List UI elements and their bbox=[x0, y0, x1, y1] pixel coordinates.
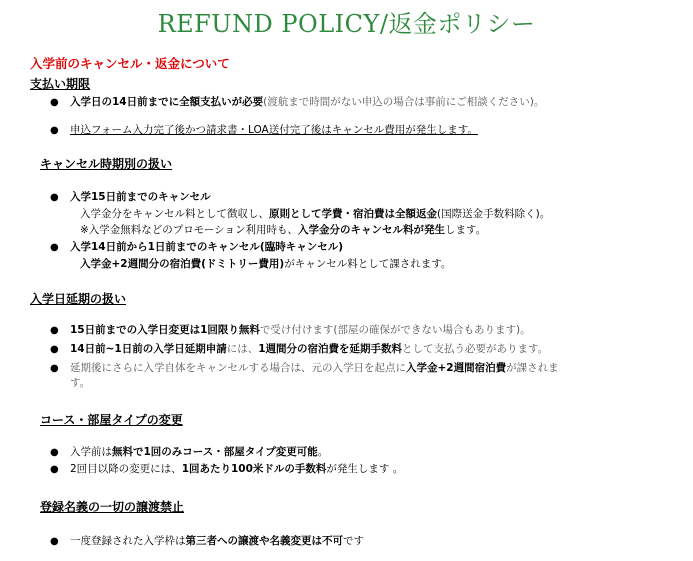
section-heading-no-transfer: 登録名義の一切の譲渡禁止 bbox=[40, 500, 185, 514]
emphasis-text: 1週間分の宿泊費を延期手数料 bbox=[258, 343, 403, 355]
note-text: (渡航まで時間がない申込の場合は事前にご相談ください)。 bbox=[263, 96, 545, 108]
section-heading-postponement: 入学日延期の扱い bbox=[30, 292, 127, 306]
bullet-icon: ● bbox=[50, 242, 59, 253]
list-item-cancel-15-days-detail bbox=[80, 207, 550, 221]
list-item-cancel-14-days-detail bbox=[80, 257, 451, 271]
bullet-icon: ● bbox=[50, 344, 59, 355]
detail-text: ※入学金無料などのプロモーション利用時も、 bbox=[80, 224, 298, 236]
detail-text: (国際送金手数料除く)。 bbox=[437, 208, 551, 220]
detail-text: がキャンセル料として課されます。 bbox=[284, 258, 452, 270]
list-item-postpone-cancel bbox=[70, 361, 559, 375]
emphasis-text: 入学金+2週間宿泊費 bbox=[406, 362, 507, 374]
list-item-change-fee bbox=[70, 462, 403, 476]
bullet-icon: ● bbox=[50, 363, 59, 374]
emphasis-text: 原則として学費・宿泊費は全額返金 bbox=[269, 208, 437, 220]
note-text: で受け付けます(部屋の確保ができない場合もあります)。 bbox=[259, 324, 531, 336]
section-heading-payment-deadline: 支払い期限 bbox=[30, 77, 91, 91]
bullet-icon: ● bbox=[50, 464, 59, 475]
detail-text: 入学前は bbox=[70, 446, 112, 458]
note-text: 延期後にさらに入学自体をキャンセルする場合は、元の入学日を起点に bbox=[70, 362, 406, 374]
emphasis-text: 1回あたり100米ドルの手数料 bbox=[181, 463, 327, 475]
emphasis-text: 無料で1回のみコース・部屋タイプ変更可能 bbox=[112, 446, 318, 458]
emphasis-text: 14日前~1日前の入学日延期申請 bbox=[70, 343, 227, 355]
note-text: が課されま bbox=[506, 362, 559, 374]
detail-text: が発生します 。 bbox=[326, 463, 404, 475]
detail-text: です bbox=[343, 535, 364, 547]
emphasis-text: 入学日の14日前までに全額支払いが必要 bbox=[70, 96, 264, 108]
bullet-icon: ● bbox=[50, 125, 59, 136]
bullet-icon: ● bbox=[50, 97, 59, 108]
list-item-cancel-14-days: 入学14日前から1日前までのキャンセル(臨時キャンセル) bbox=[70, 241, 344, 253]
list-item-cancel-15-days: 入学15日前までのキャンセル bbox=[70, 191, 211, 203]
detail-text: 入学金分をキャンセル料として徴収し、 bbox=[80, 208, 269, 220]
list-item-payment-deadline bbox=[70, 95, 544, 109]
list-item-cancellation-fee-notice bbox=[70, 123, 478, 137]
detail-text: します。 bbox=[444, 224, 487, 236]
emphasis-text: 入学金分のキャンセル料が発生 bbox=[297, 224, 445, 236]
bullet-icon: ● bbox=[50, 325, 59, 336]
section-heading-course-room-change: コース・部屋タイプの変更 bbox=[40, 413, 183, 427]
list-item-postpone-fee bbox=[70, 342, 548, 356]
list-item-no-transfer bbox=[70, 534, 364, 548]
bullet-icon: ● bbox=[50, 192, 59, 203]
note-text: には、 bbox=[226, 343, 259, 355]
detail-text: 一度登録された入学枠は bbox=[70, 535, 186, 547]
emphasis-text: 入学金+2週間分の宿泊費(ドミトリー費用) bbox=[80, 258, 285, 270]
detail-text: 2回目以降の変更には、 bbox=[70, 463, 182, 475]
underlined-text: 申込フォーム入力完了後かつ請求書・LOA送付完了後はキャンセル費用が発生します。 bbox=[70, 124, 478, 136]
page-title: REFUND POLICY/返金ポリシー bbox=[157, 10, 536, 38]
bullet-icon: ● bbox=[50, 447, 59, 458]
list-item-postpone-cancel-cont: す。 bbox=[70, 377, 91, 389]
list-item-cancel-15-days-promo bbox=[80, 223, 486, 237]
list-item-change-free bbox=[70, 445, 328, 459]
intro-heading: 入学前のキャンセル・返金について bbox=[30, 56, 230, 71]
note-text: として支払う必要があります。 bbox=[402, 343, 549, 355]
section-heading-cancellation-timing: キャンセル時期別の扱い bbox=[40, 157, 173, 171]
detail-text: 。 bbox=[317, 446, 329, 458]
list-item-postpone-free bbox=[70, 323, 531, 337]
emphasis-text: 第三者への譲渡や名義変更は不可 bbox=[185, 535, 343, 547]
emphasis-text: 15日前までの入学日変更は1回限り無料 bbox=[70, 324, 260, 336]
bullet-icon: ● bbox=[50, 536, 59, 547]
